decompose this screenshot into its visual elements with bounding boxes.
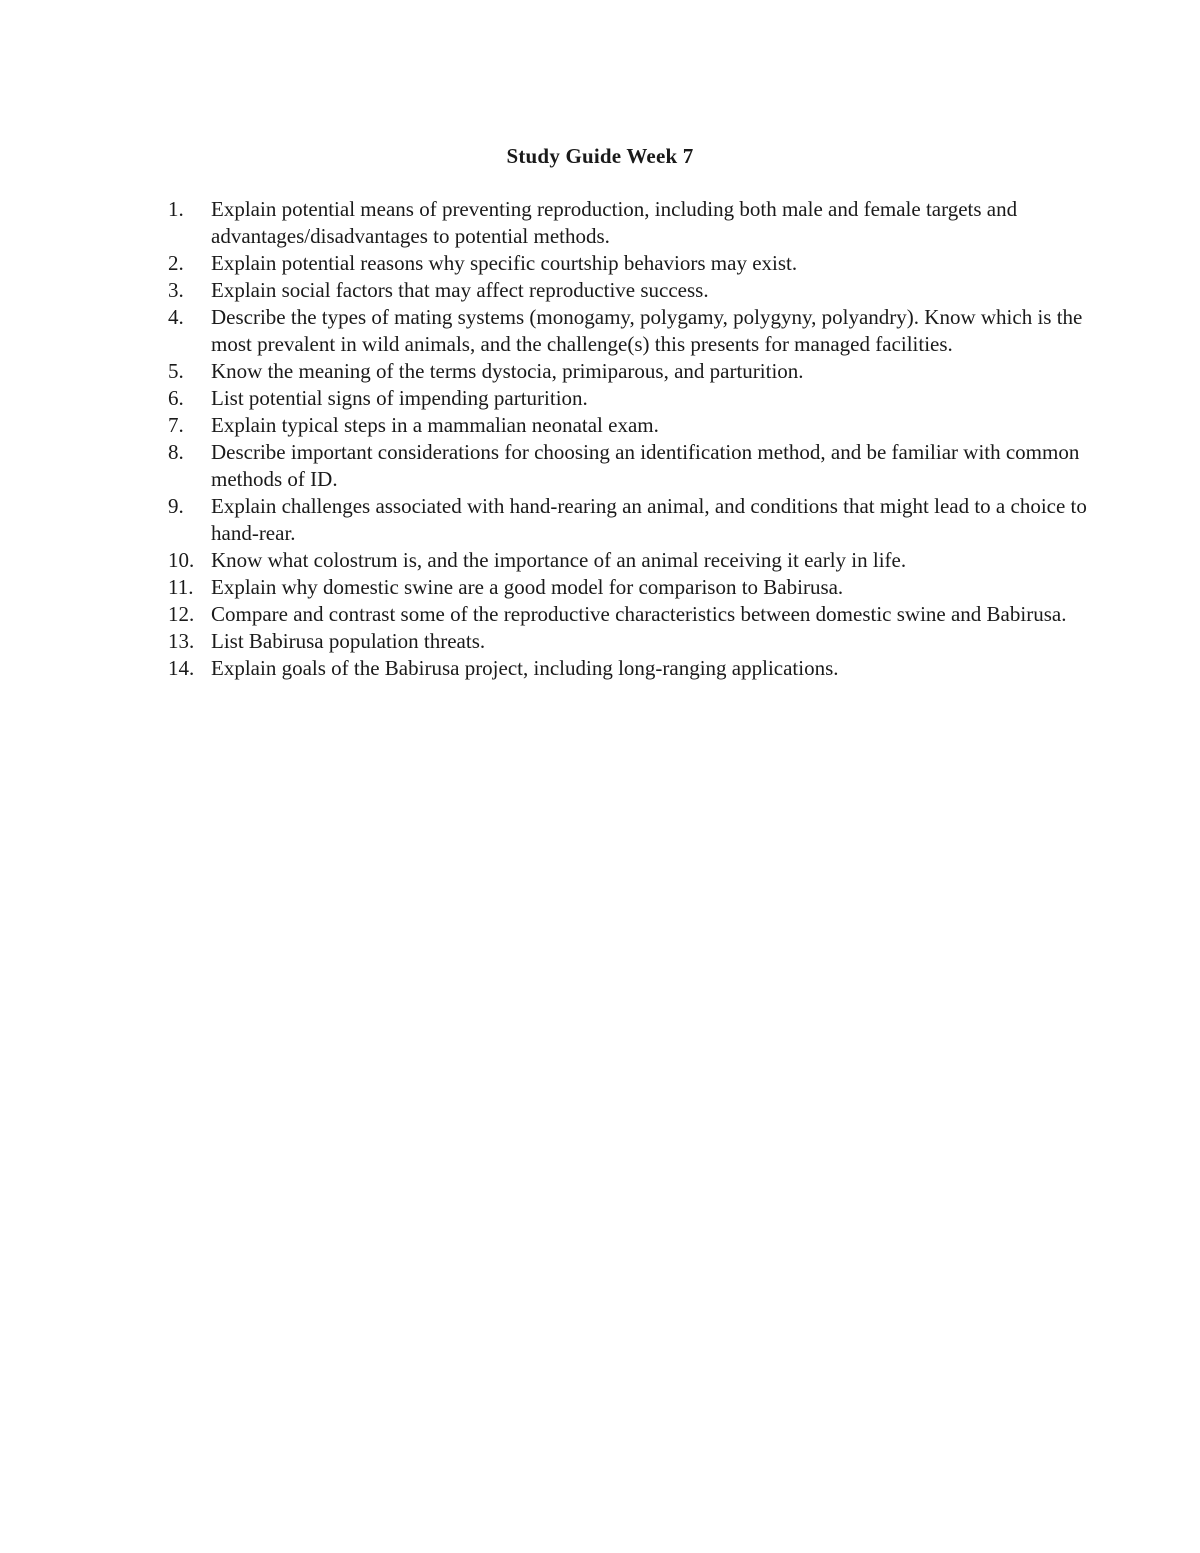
list-item [168,574,1098,601]
item-number: 1. [168,197,184,221]
item-number: 8. [168,440,184,464]
item-number: 13. [168,629,195,653]
list-item [168,439,1098,493]
item-number: 9. [168,494,184,518]
list-item [168,277,1098,304]
item-text: Explain social factors that may affect reproductive success. [211,278,709,302]
item-number: 10. [168,548,195,572]
item-number: 4. [168,305,184,329]
item-text: Explain potential reasons why specific courtship behaviors may exist. [211,251,798,275]
list-item [168,655,1098,682]
item-number: 7. [168,413,184,437]
list-item [168,547,1098,574]
item-number: 5. [168,359,184,383]
list-item [168,493,1098,547]
item-text: Explain challenges associated with hand-rearing an animal, and conditions that might lead to a choice to hand-rear. [211,494,1087,545]
item-text: Know what colostrum is, and the importance of an animal receiving it early in life. [211,548,907,572]
item-text: List potential signs of impending parturition. [211,386,588,410]
list-item [168,304,1098,358]
list-item [168,628,1098,655]
item-text: Know the meaning of the terms dystocia, primiparous, and parturition. [211,359,804,383]
list-item [168,196,1098,250]
list-item [168,412,1098,439]
study-guide-list [168,196,1098,682]
item-text: List Babirusa population threats. [211,629,486,653]
item-text: Describe important considerations for choosing an identification method, and be familiar with common methods of ID. [211,440,1080,491]
item-number: 14. [168,656,195,680]
item-number: 12. [168,602,195,626]
item-text: Explain why domestic swine are a good model for comparison to Babirusa. [211,575,844,599]
item-number: 2. [168,251,184,275]
list-item [168,601,1098,628]
item-number: 11. [168,575,194,599]
document-title: Study Guide Week 7 [506,144,694,168]
list-item [168,358,1098,385]
list-item [168,385,1098,412]
item-number: 3. [168,278,184,302]
item-text: Explain goals of the Babirusa project, including long-ranging applications. [211,656,839,680]
item-text: Compare and contrast some of the reproductive characteristics between domestic swine and Babirusa. [211,602,1067,626]
item-text: Describe the types of mating systems (monogamy, polygamy, polygyny, polyandry). Know which is the most prevalent in wild animals, and the challenge(s) this presents for managed facilities. [211,305,1083,356]
item-text: Explain typical steps in a mammalian neonatal exam. [211,413,659,437]
list-item [168,250,1098,277]
item-number: 6. [168,386,184,410]
item-text: Explain potential means of preventing reproduction, including both male and female targets and advantages/disadvantages to potential methods. [211,197,1018,248]
